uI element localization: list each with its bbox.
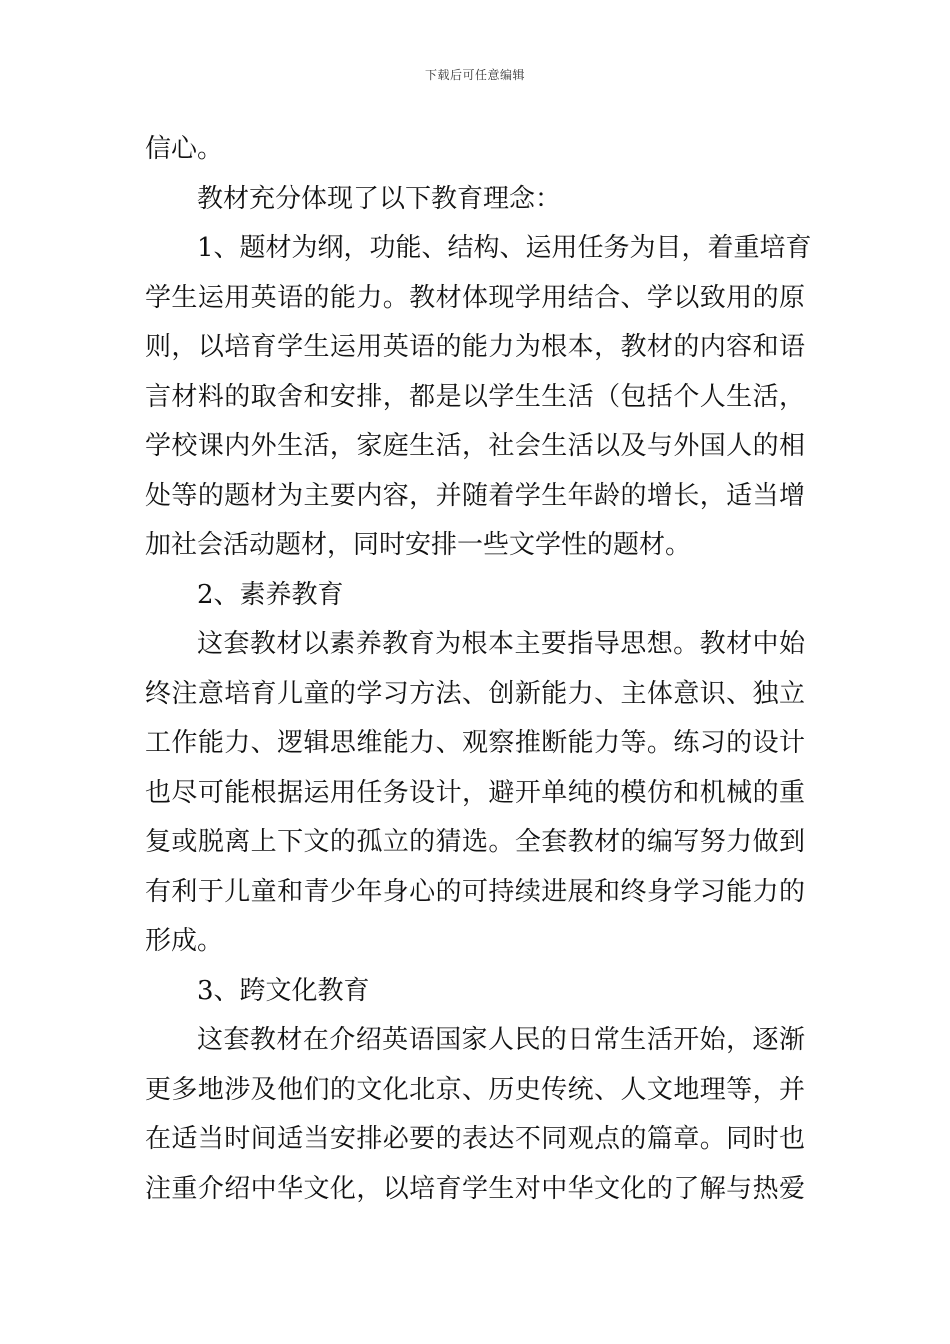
text-line: 学生运用英语的能力。教材体现学用结合、学以致用的原 <box>145 282 805 313</box>
text-line: 复或脱离上下文的孤立的猜选。全套教材的编写努力做到 <box>145 827 805 857</box>
text-line: 处等的题材为主要内容，并随着学生年龄的增长，适当增 <box>145 480 805 511</box>
text-line: 这套教材在介绍英语国家人民的日常生活开始，逐渐 <box>197 1025 805 1055</box>
text-line: 更多地涉及他们的文化北京、历史传统、人文地理等，并 <box>145 1074 805 1105</box>
text-line: 工作能力、逻辑思维能力、观察推断能力等。练习的设计 <box>145 728 805 758</box>
text-line: 信心。 <box>145 134 224 164</box>
text-line: 2、素养教育 <box>197 579 344 610</box>
text-line: 注重介绍中华文化，以培育学生对中华文化的了解与热爱 <box>145 1173 805 1204</box>
text-line: 教材充分体现了以下教育理念： <box>197 183 562 214</box>
text-line: 学校课内外生活，家庭生活，社会生活以及与外国人的相 <box>145 431 805 461</box>
text-line: 形成。 <box>145 926 224 956</box>
text-line: 这套教材以素养教育为根本主要指导思想。教材中始 <box>197 629 805 659</box>
text-line: 3、跨文化教育 <box>197 975 370 1006</box>
page-header: 下载后可任意编辑 <box>424 68 525 82</box>
text-line: 有利于儿童和青少年身心的可持续进展和终身学习能力的 <box>145 876 805 907</box>
document-body <box>145 125 812 1214</box>
text-line: 终注意培育儿童的学习方法、创新能力、主体意识、独立 <box>145 678 805 709</box>
text-line: 也尽可能根据运用任务设计，避开单纯的模仿和机械的重 <box>145 777 805 808</box>
text-line: 在适当时间适当安排必要的表达不同观点的篇章。同时也 <box>145 1124 805 1154</box>
text-line: 1、题材为纲，功能、结构、运用任务为目，着重培育 <box>197 233 812 263</box>
text-line: 言材料的取舍和安排，都是以学生生活（包括个人生活， <box>145 381 805 412</box>
text-line: 则，以培育学生运用英语的能力为根本，教材的内容和语 <box>145 332 805 362</box>
text-line: 加社会活动题材，同时安排一些文学性的题材。 <box>145 530 692 560</box>
